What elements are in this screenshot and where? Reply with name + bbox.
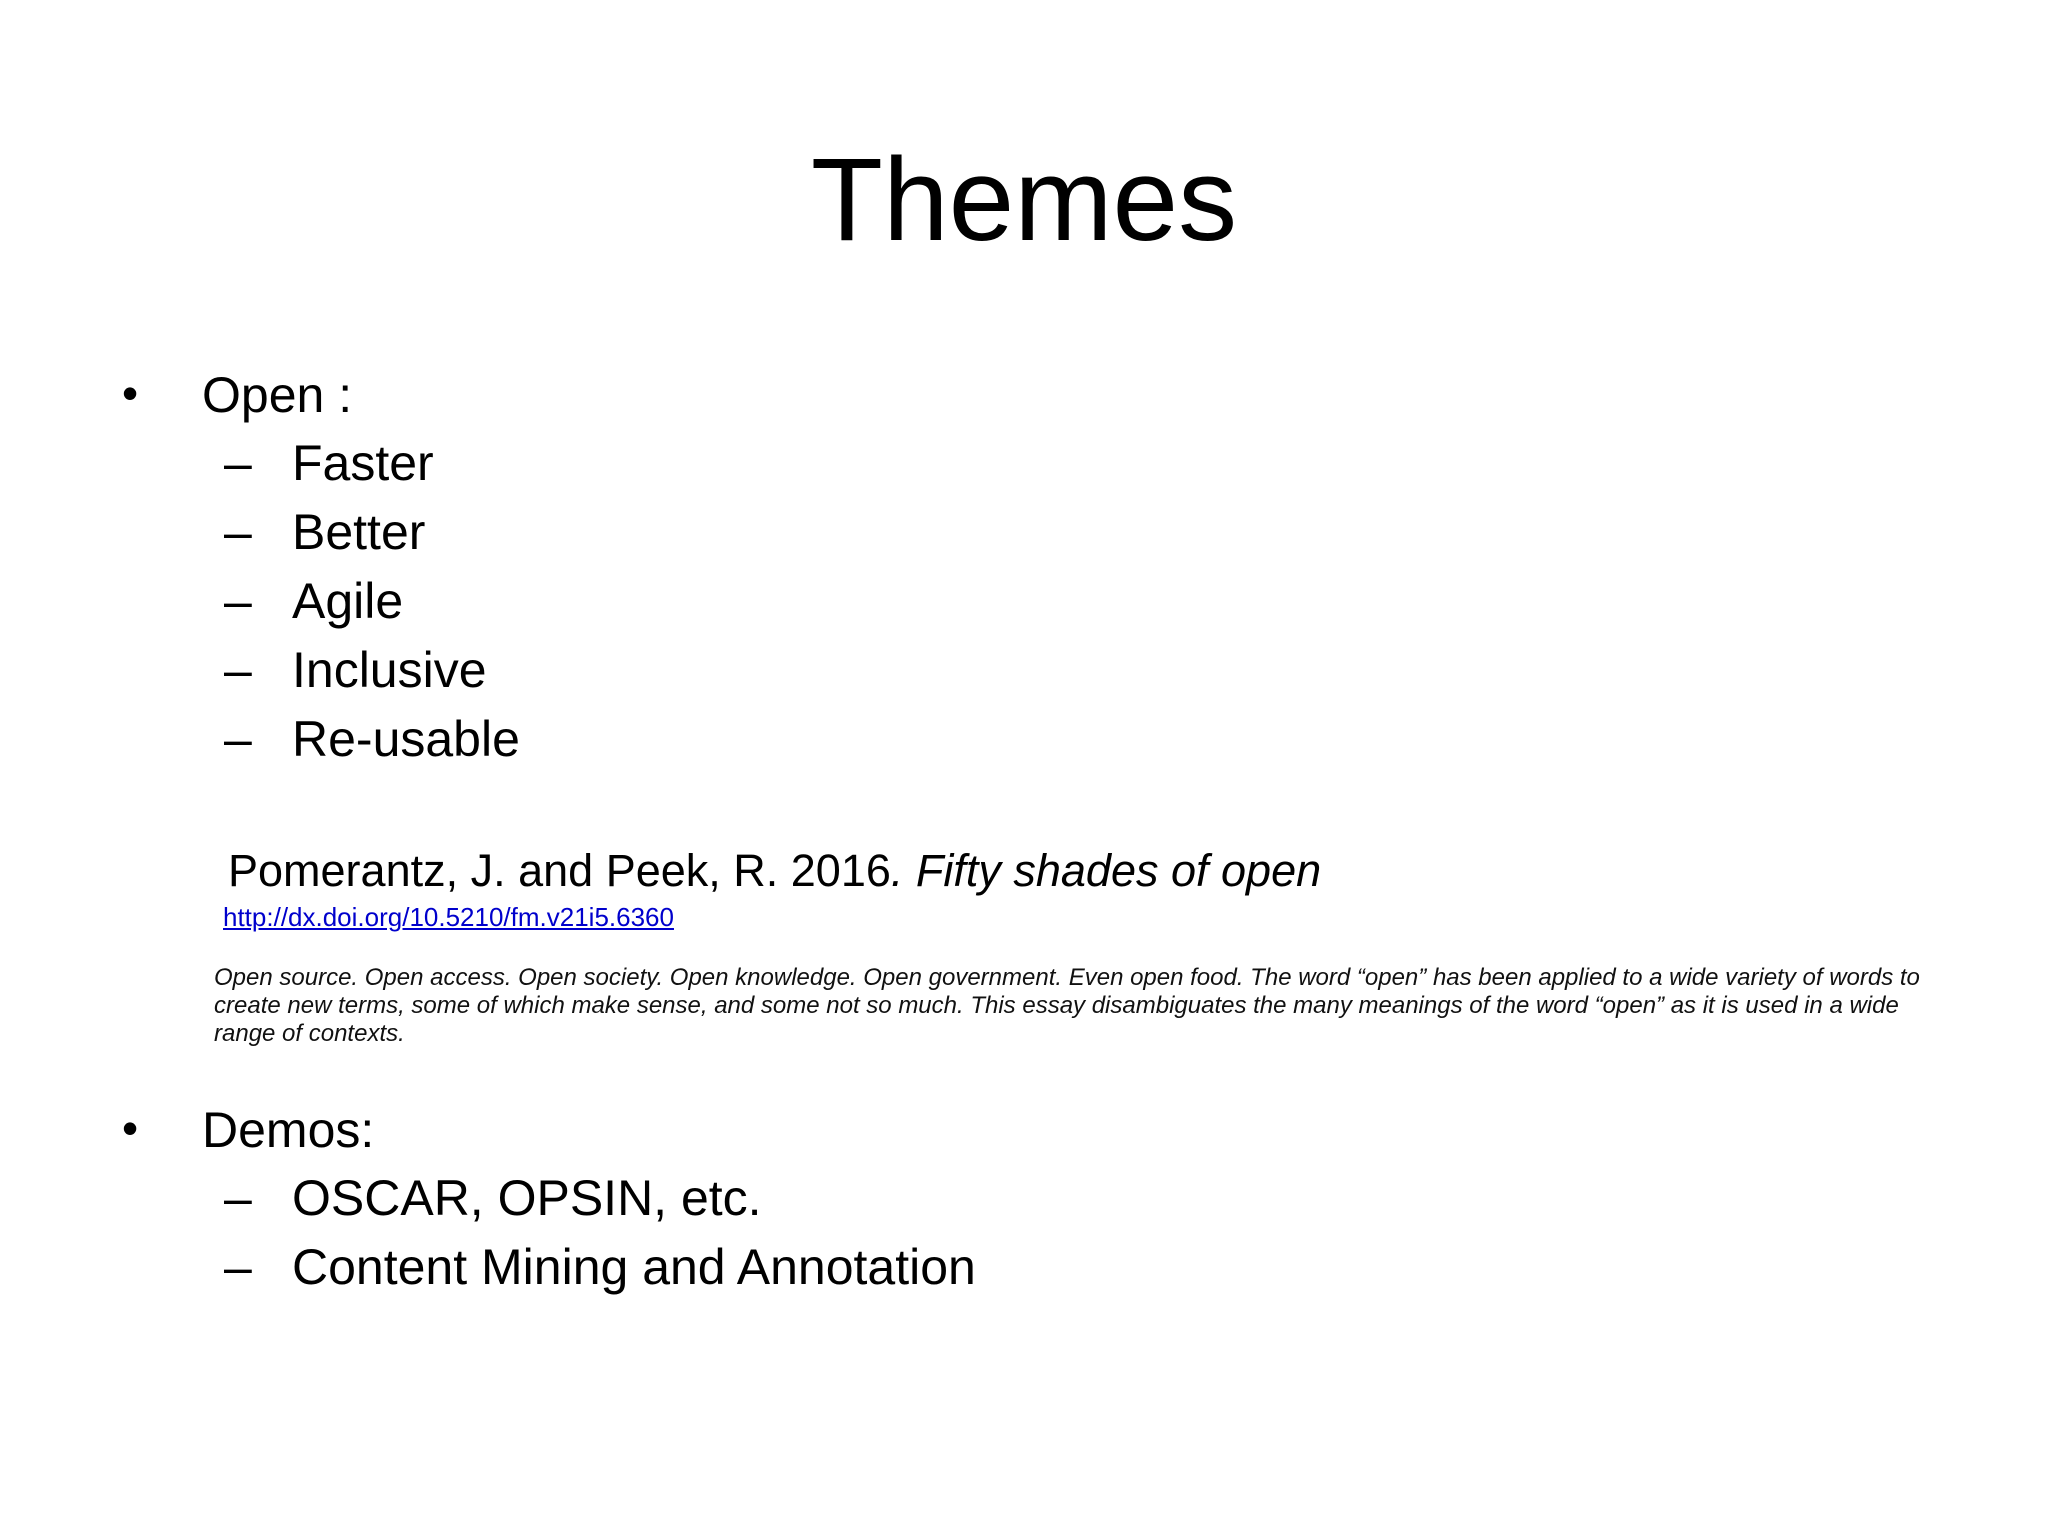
sub-bullet-content-mining (292, 1237, 976, 1297)
bullet-icon: • (122, 367, 139, 419)
sub-bullet-label: Better (292, 504, 426, 560)
citation-authors: Pomerantz, J. and Peek, R. 2016 (228, 845, 891, 896)
bullet-icon: • (122, 1102, 139, 1154)
bullet-open-label: Open : (202, 367, 353, 423)
sub-bullet-label: Re-usable (292, 711, 520, 767)
citation-abstract: Open source. Open access. Open society. Open knowledge. Open government. Even open food. The word “open” has been applied to a wide variety of words to create new terms, some of which make sense, and some not so much. This essay disambiguates the many meanings of the word “open” as it is used in a wide range of contexts. (214, 964, 1920, 1047)
sub-bullet-label: Inclusive (292, 642, 487, 698)
bullet-open (202, 365, 352, 425)
doi-link[interactable]: http://dx.doi.org/10.5210/fm.v21i5.6360 (223, 902, 674, 932)
sub-bullet-agile (292, 571, 403, 631)
citation-title: . Fifty shades of open (890, 845, 1322, 896)
sub-bullet-better (292, 502, 425, 562)
bullet-demos-label: Demos: (202, 1102, 375, 1158)
sub-bullet-faster (292, 433, 434, 493)
sub-bullet-label: OSCAR, OPSIN, etc. (292, 1170, 762, 1226)
dash-icon: – (224, 1239, 252, 1295)
dash-icon: – (224, 573, 252, 629)
citation-line (228, 843, 1321, 899)
sub-bullet-label: Faster (292, 435, 434, 491)
sub-bullet-label: Content Mining and Annotation (292, 1239, 976, 1295)
dash-icon: – (224, 504, 252, 560)
dash-icon: – (224, 711, 252, 767)
dash-icon: – (224, 435, 252, 491)
dash-icon: – (224, 642, 252, 698)
sub-bullet-reusable (292, 709, 520, 769)
sub-bullet-label: Agile (292, 573, 404, 629)
sub-bullet-inclusive (292, 640, 487, 700)
sub-bullet-oscar (292, 1168, 762, 1228)
slide-title: Themes (810, 134, 1238, 266)
bullet-demos (202, 1100, 374, 1160)
dash-icon: – (224, 1170, 252, 1226)
